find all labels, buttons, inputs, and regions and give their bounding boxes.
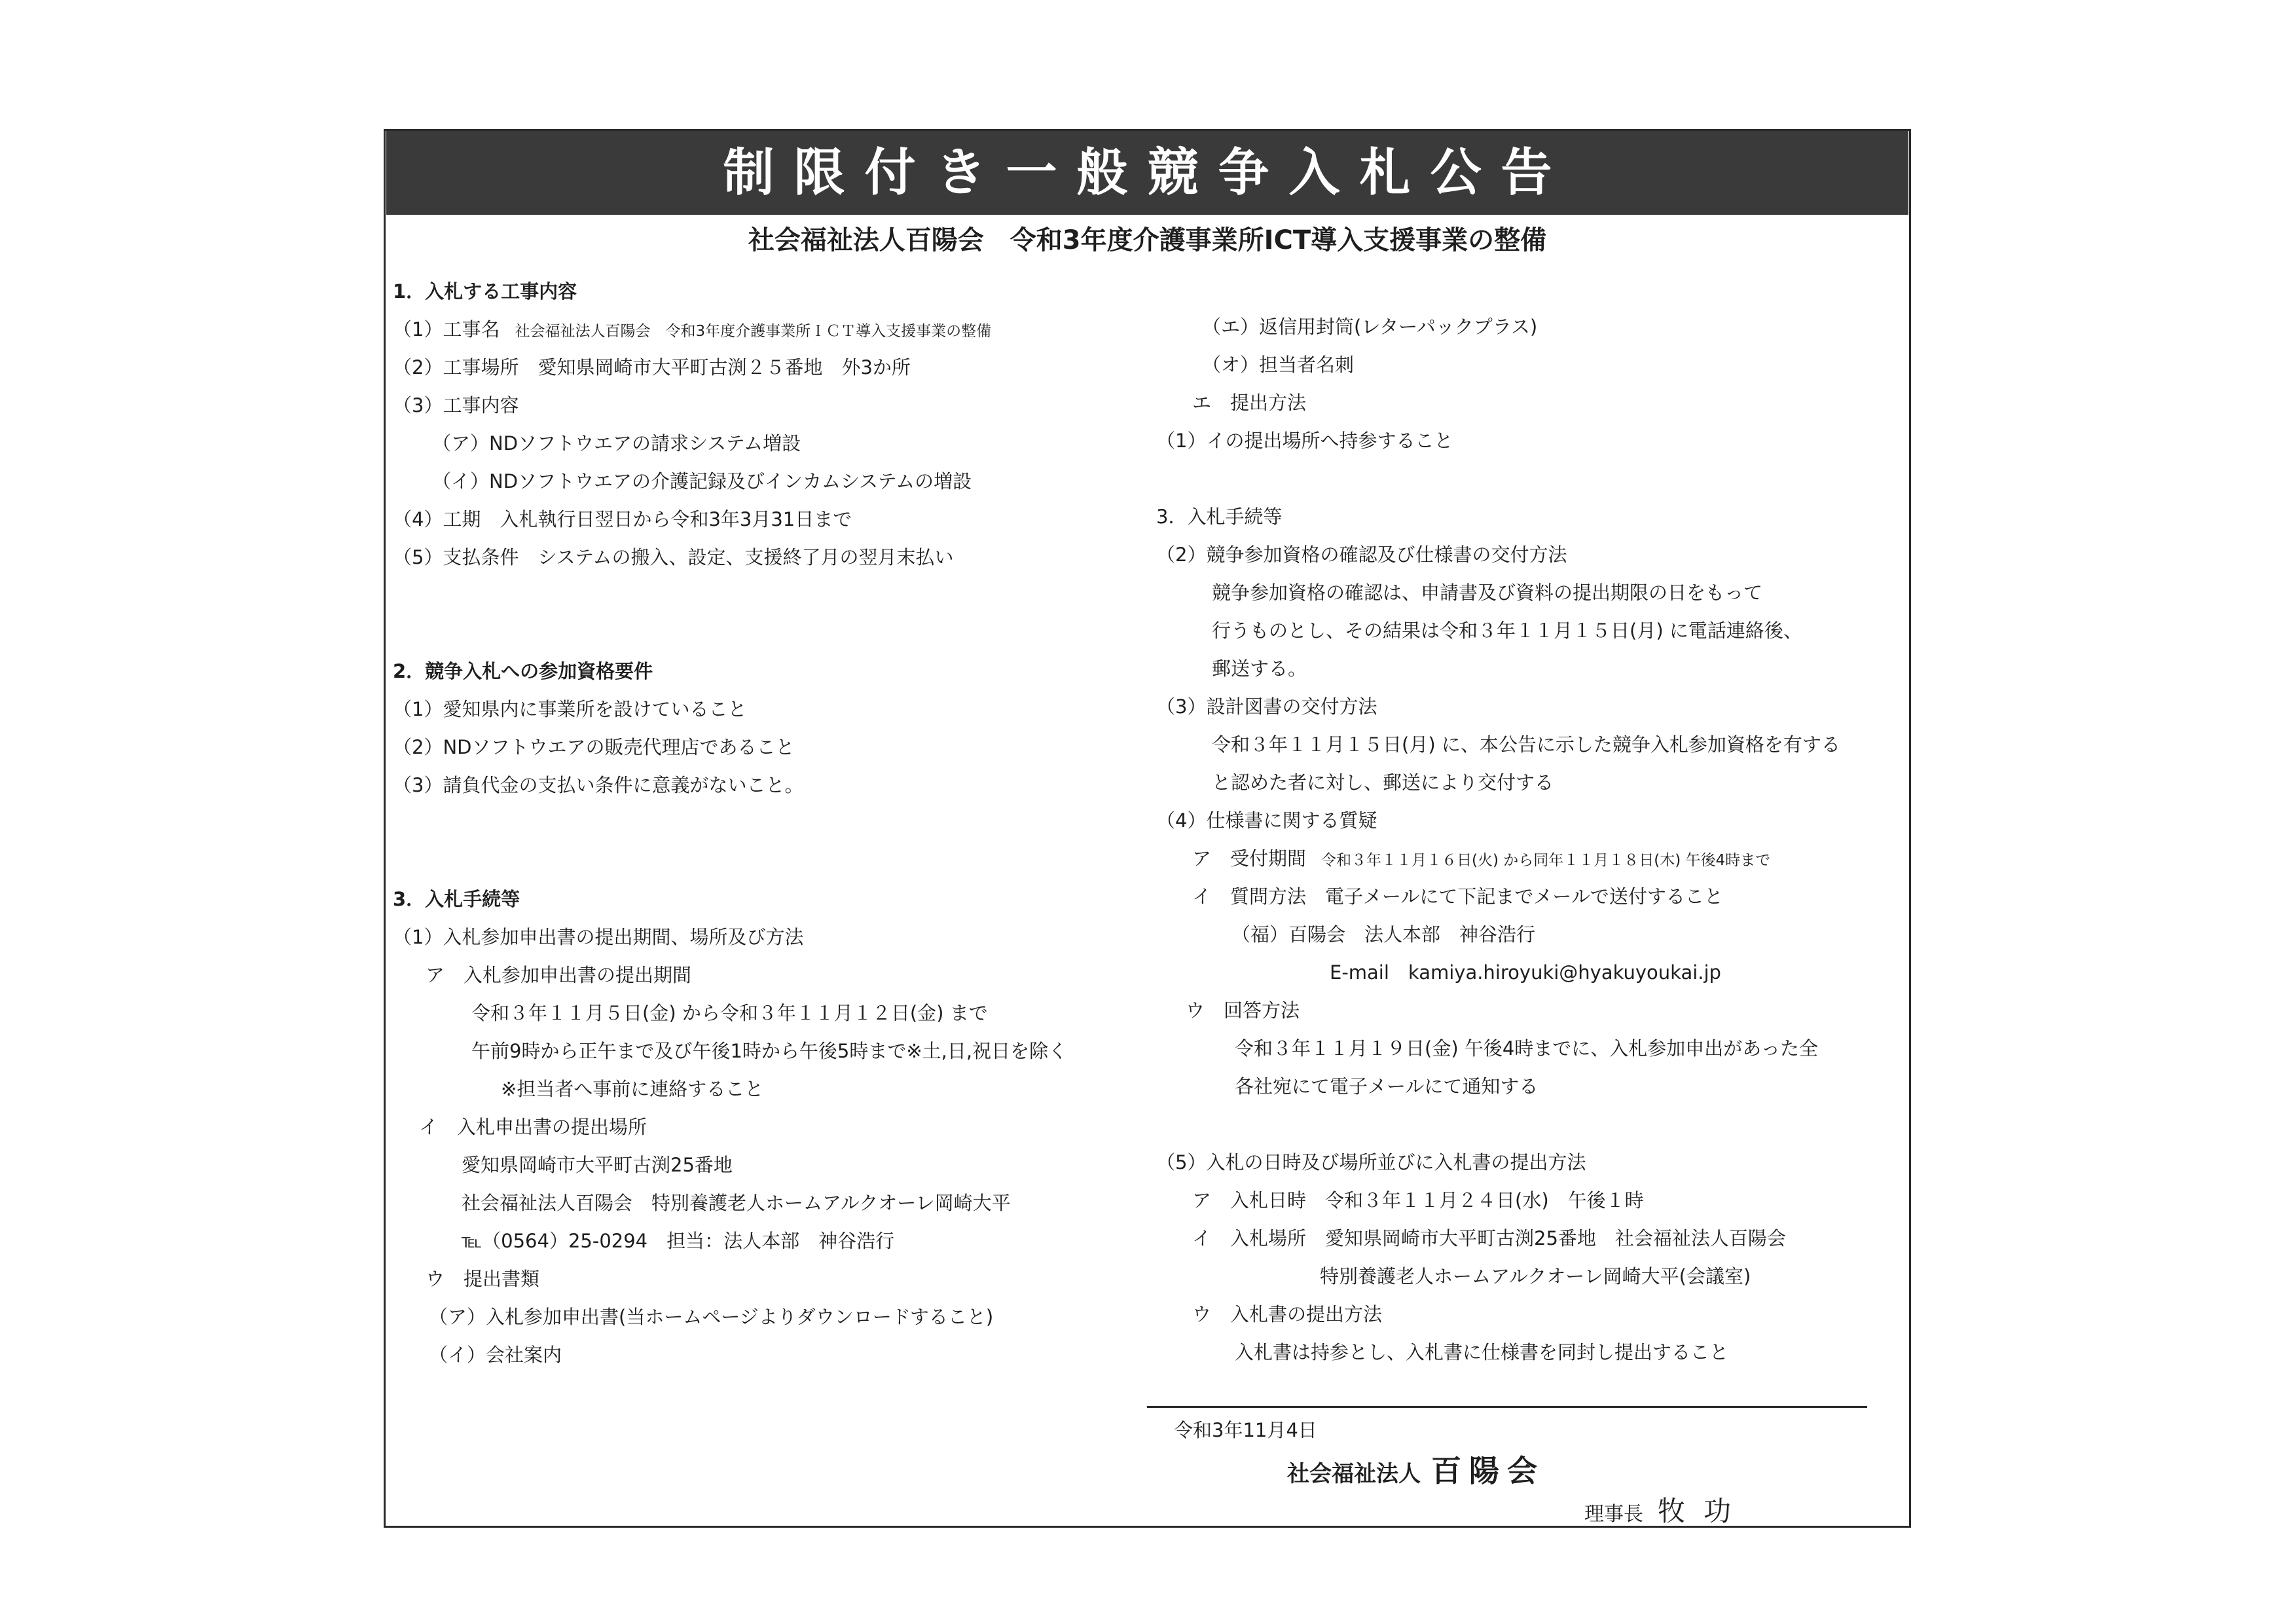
line-text: イ 質問方法 電子メールにて下記までメールで送付すること [1192,885,1723,908]
line-text: （5）入札の日時及び場所並びに入札書の提出方法 [1156,1151,1586,1173]
notice-line [1156,1219,1840,1257]
notice-line [393,1032,1067,1070]
notice-line [393,994,1067,1032]
notice-line [393,1146,1067,1184]
notice-line [393,1184,1067,1222]
line-text: ℡（0564）25-0294 担当：法人本部 神谷浩行 [462,1230,895,1252]
line-detail: 社会福祉法人百陽会 令和3年度介護事業所ＩＣＴ導入支援事業の整備 [500,323,992,340]
line-text: 郵送する。 [1212,657,1307,680]
notice-line [393,424,1067,462]
blank-line [1156,460,1840,498]
notice-line [393,766,1067,804]
chair-name: 牧功 [1658,1495,1750,1527]
line-text: エ 提出方法 [1192,392,1307,414]
notice-line [1156,346,1840,384]
notice-line [1156,802,1840,840]
line-text: 行うものとし、その結果は令和３年１１月１５日(月) に電話連絡後、 [1212,619,1802,642]
line-text: （ア）NDソフトウエアの請求システム増設 [432,432,801,454]
blank-line [1156,1105,1840,1143]
organization-signature [1287,1447,1545,1490]
chairman-signature [1584,1490,1749,1529]
line-text: 競争参加資格の確認は、申請書及び資料の提出期限の日をもって [1212,581,1763,604]
notice-line [1156,498,1840,536]
notice-line [1156,764,1840,802]
line-detail: 令和３年１１月１６日(火) から同年１１月１８日(木) 午後4時まで [1306,852,1771,869]
issue-date: 令和3年11月4日 [1174,1419,1317,1441]
line-text: （1）愛知県内に事業所を設けていること [393,698,747,720]
line-text: （エ）返信用封筒(レターパックプラス) [1202,316,1538,338]
org-name: 百陽会 [1431,1453,1545,1488]
notice-line [1156,953,1840,991]
notice-line [393,310,1067,348]
line-text: 2．競争入札への参加資格要件 [393,660,653,682]
chair-title: 理事長 [1584,1503,1643,1526]
line-text: 令和３年１１月１５日(月) に、本公告に示した競争入札参加資格を有する [1212,733,1840,756]
line-text: ア 受付期間 [1192,847,1307,870]
line-text: （2）競争参加資格の確認及び仕様書の交付方法 [1156,544,1567,566]
notice-line [1156,612,1840,650]
line-text: 各社宛にて電子メールにて通知する [1235,1075,1539,1098]
notice-line [393,1222,1067,1260]
notice-line [393,1108,1067,1146]
notice-line [1156,840,1840,877]
line-text: 入札書は持参とし、入札書に仕様書を同封し提出すること [1235,1341,1729,1363]
notice-line [1156,650,1840,688]
line-text: ウ 入札書の提出方法 [1192,1303,1383,1325]
line-text: 午前9時から正午まで及び午後1時から午後5時まで※土,日,祝日を除く [471,1040,1068,1062]
section-heading [393,272,1067,310]
notice-line [393,500,1067,538]
notice-line [1156,1295,1840,1333]
signature-rule [1147,1406,1867,1408]
notice-line [393,348,1067,386]
line-text: （2）工事場所 愛知県岡崎市大平町古渕２５番地 外3か所 [393,356,911,378]
notice-line [393,462,1067,500]
line-text: （1）工事名 [393,318,500,341]
notice-line [1156,688,1840,726]
notice-line [1156,1029,1840,1067]
notice-line [1156,877,1840,915]
notice-line [1156,1181,1840,1219]
line-text: （1）イの提出場所へ持参すること [1156,430,1453,452]
line-text: イ 入札場所 愛知県岡崎市大平町古渕25番地 社会福祉法人百陽会 [1192,1227,1786,1249]
right-column [1156,308,1840,1371]
notice-line [1156,384,1840,422]
blank-line [393,804,1067,842]
notice-line [1156,1257,1840,1295]
notice-line [1156,1333,1840,1371]
line-text: E-mail kamiya.hiroyuki@hyakuyoukai.jp [1330,961,1721,984]
notice-subtitle: 社会福祉法人百陽会 令和3年度介護事業所ICT導入支援事業の整備 [748,225,1547,255]
line-text: （3）工事内容 [393,394,519,416]
line-text: ア 入札参加申出書の提出期間 [426,964,692,986]
line-text: 令和３年１１月５日(金) から令和３年１１月１２日(金) まで [471,1002,988,1024]
notice-line [393,1070,1067,1108]
line-text: （福）百陽会 法人本部 神谷浩行 [1231,923,1536,946]
line-text: （3）設計図書の交付方法 [1156,695,1377,718]
line-text: 特別養護老人ホームアルクオーレ岡崎大平(会議室) [1320,1265,1751,1287]
line-text: （イ）NDソフトウエアの介護記録及びインカムシステムの増設 [432,470,972,492]
line-text: 愛知県岡崎市大平町古渕25番地 [462,1154,733,1176]
line-text: イ 入札申出書の提出場所 [419,1116,647,1138]
line-text: 3．入札手続等 [393,888,520,910]
notice-line [393,538,1067,576]
line-text: （4）仕様書に関する質疑 [1156,809,1377,832]
notice-line [1156,726,1840,764]
notice-line [1156,422,1840,460]
notice-line [393,918,1067,956]
notice-line [393,1298,1067,1336]
line-text: 令和３年１１月１９日(金) 午後4時までに、入札参加申出があった全 [1235,1037,1819,1060]
line-text: 3．入札手続等 [1156,506,1283,528]
line-text: ※担当者へ事前に連絡すること [501,1078,764,1100]
line-text: 1．入札する工事内容 [393,280,577,303]
line-text: （オ）担当者名刺 [1202,354,1355,376]
line-text: ア 入札日時 令和３年１１月２４日(水) 午後１時 [1192,1189,1644,1211]
notice-line [393,1260,1067,1298]
section-heading [393,652,1067,690]
line-text: ウ 回答方法 [1186,999,1300,1022]
notice-line [1156,308,1840,346]
notice-line [393,956,1067,994]
line-text: （ア）入札参加申出書(当ホームページよりダウンロードすること) [429,1306,994,1328]
line-text: （2）NDソフトウエアの販売代理店であること [393,736,795,758]
line-text: （5）支払条件 システムの搬入、設定、支援終了月の翌月末払い [393,546,954,568]
notice-line [393,386,1067,424]
notice-title: 制限付き一般競争入札公告 [386,131,1908,215]
notice-line [393,690,1067,728]
notice-line [393,1336,1067,1374]
notice-line [393,728,1067,766]
section-heading [393,880,1067,918]
blank-line [393,842,1067,880]
line-text: ウ 提出書類 [426,1268,540,1290]
notice-line [1156,1067,1840,1105]
line-text: （1）入札参加申出書の提出期間、場所及び方法 [393,926,804,948]
left-column [393,272,1067,1374]
blank-line [393,614,1067,652]
line-text: （3）請負代金の支払い条件に意義がないこと。 [393,774,804,796]
notice-line [1156,991,1840,1029]
notice-line [1156,1143,1840,1181]
notice-line [1156,915,1840,953]
line-text: 社会福祉法人百陽会 特別養護老人ホームアルクオーレ岡崎大平 [462,1192,1011,1214]
line-text: と認めた者に対し、郵送により交付する [1212,771,1554,794]
notice-line [1156,574,1840,612]
notice-line [1156,536,1840,574]
blank-line [393,576,1067,614]
line-text: （4）工期 入札執行日翌日から令和3年3月31日まで [393,508,852,530]
org-prefix: 社会福祉法人 [1287,1461,1421,1487]
line-text: （イ）会社案内 [429,1344,562,1366]
